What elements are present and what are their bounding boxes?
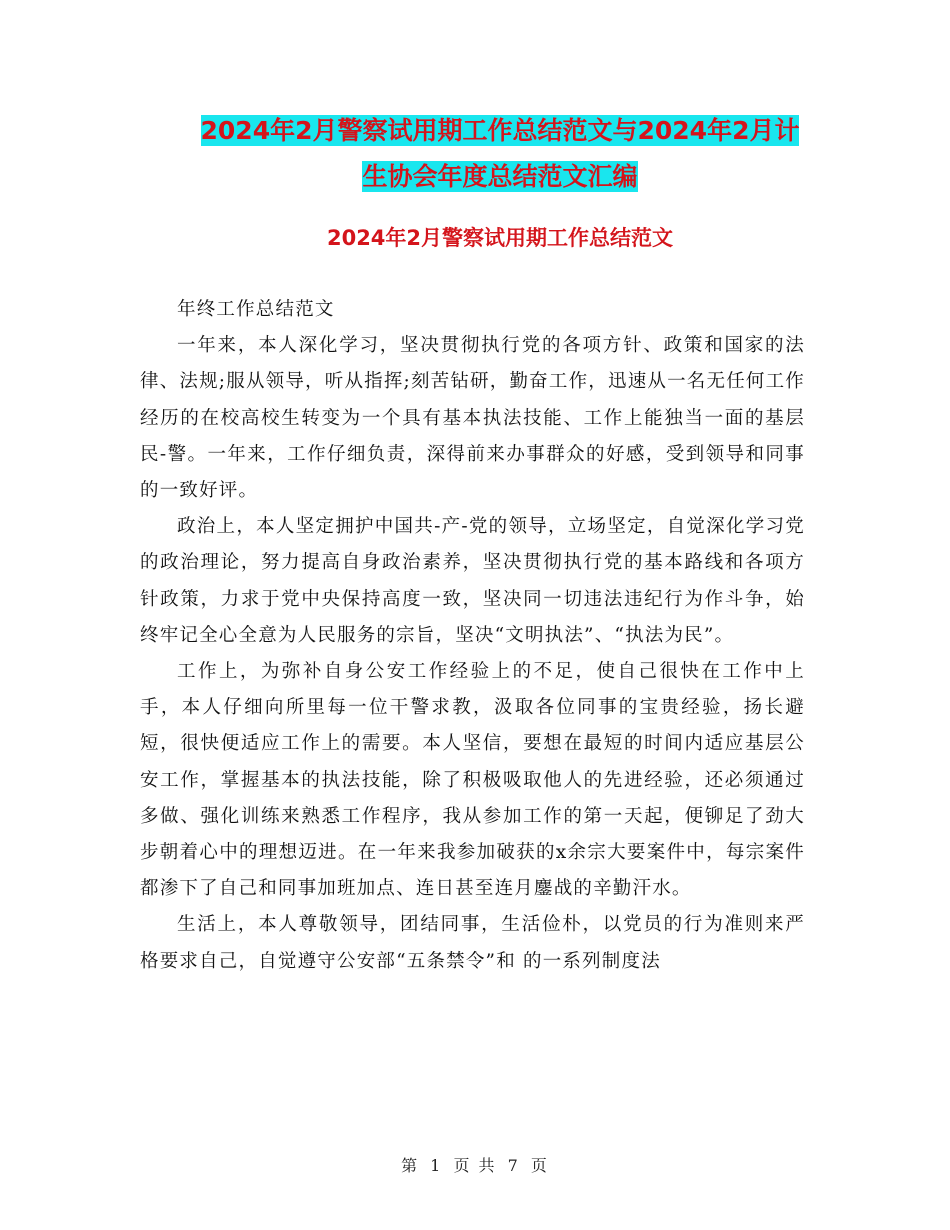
section-title: 2024年2月警察试用期工作总结范文: [326, 226, 674, 250]
paragraph-work: 工作上，为弥补自身公安工作经验上的不足，使自己很快在工作中上手，本人仔细向所里每一位干警求教，汲取各位同事的宝贵经验，扬长避短，很快便适应工作上的需要。本人坚信，要想在最短的时间内适应基层公安工作，掌握基本的执法技能，除了积极吸取他人的先进经验，还必须通过多做、强化训练来熟悉工作程序，我从参加工作的第一天起，便铆足了劲大步朝着心中的理想迈进。在一年来我参加破获的x余宗大要案件中，每宗案件都渗下了自己和同事加班加点、连日甚至连月鏖战的辛勤汗水。: [140, 661, 805, 900]
footer-page-current: 1: [430, 1156, 443, 1175]
page-footer: [0, 1153, 950, 1176]
title-line-1: 2024年2月警察试用期工作总结范文与2024年2月计: [200, 116, 800, 145]
paragraph-politics: 政治上，本人坚定拥护中国共-产-党的领导，立场坚定，自觉深化学习党的政治理论，努力提高自身政治素养，坚决贯彻执行党的基本路线和各项方针政策，力求于党中央保持高度一致，坚决同一切违法违纪行为作斗争，始终牢记全心全意为人民服务的宗旨，坚决“文明执法”、“执法为民”。: [140, 516, 805, 646]
document-body: [140, 292, 805, 980]
footer-middle: 页 共: [453, 1156, 497, 1175]
footer-suffix: 页: [530, 1156, 549, 1175]
title-line-2: 生协会年度总结范文汇编: [362, 162, 638, 191]
paragraph-life: 生活上，本人尊敬领导，团结同事，生活俭朴，以党员的行为准则来严格要求自己，自觉遵守公安部“五条禁令”和 的一系列制度法: [140, 914, 805, 972]
footer-page-total: 7: [507, 1156, 520, 1175]
document-title: [140, 108, 860, 200]
paragraph-heading: 年终工作总结范文: [177, 299, 335, 320]
paragraph-intro: 一年来，本人深化学习，坚决贯彻执行党的各项方针、政策和国家的法律、法规;服从领导，听从指挥;刻苦钻研，勤奋工作，迅速从一名无任何工作经历的在校高校生转变为一个具有基本执法技能、工作上能独当一面的基层民-警。一年来，工作仔细负责，深得前来办事群众的好感，受到领导和同事的一致好评。: [140, 335, 805, 502]
footer-prefix: 第: [401, 1156, 420, 1175]
